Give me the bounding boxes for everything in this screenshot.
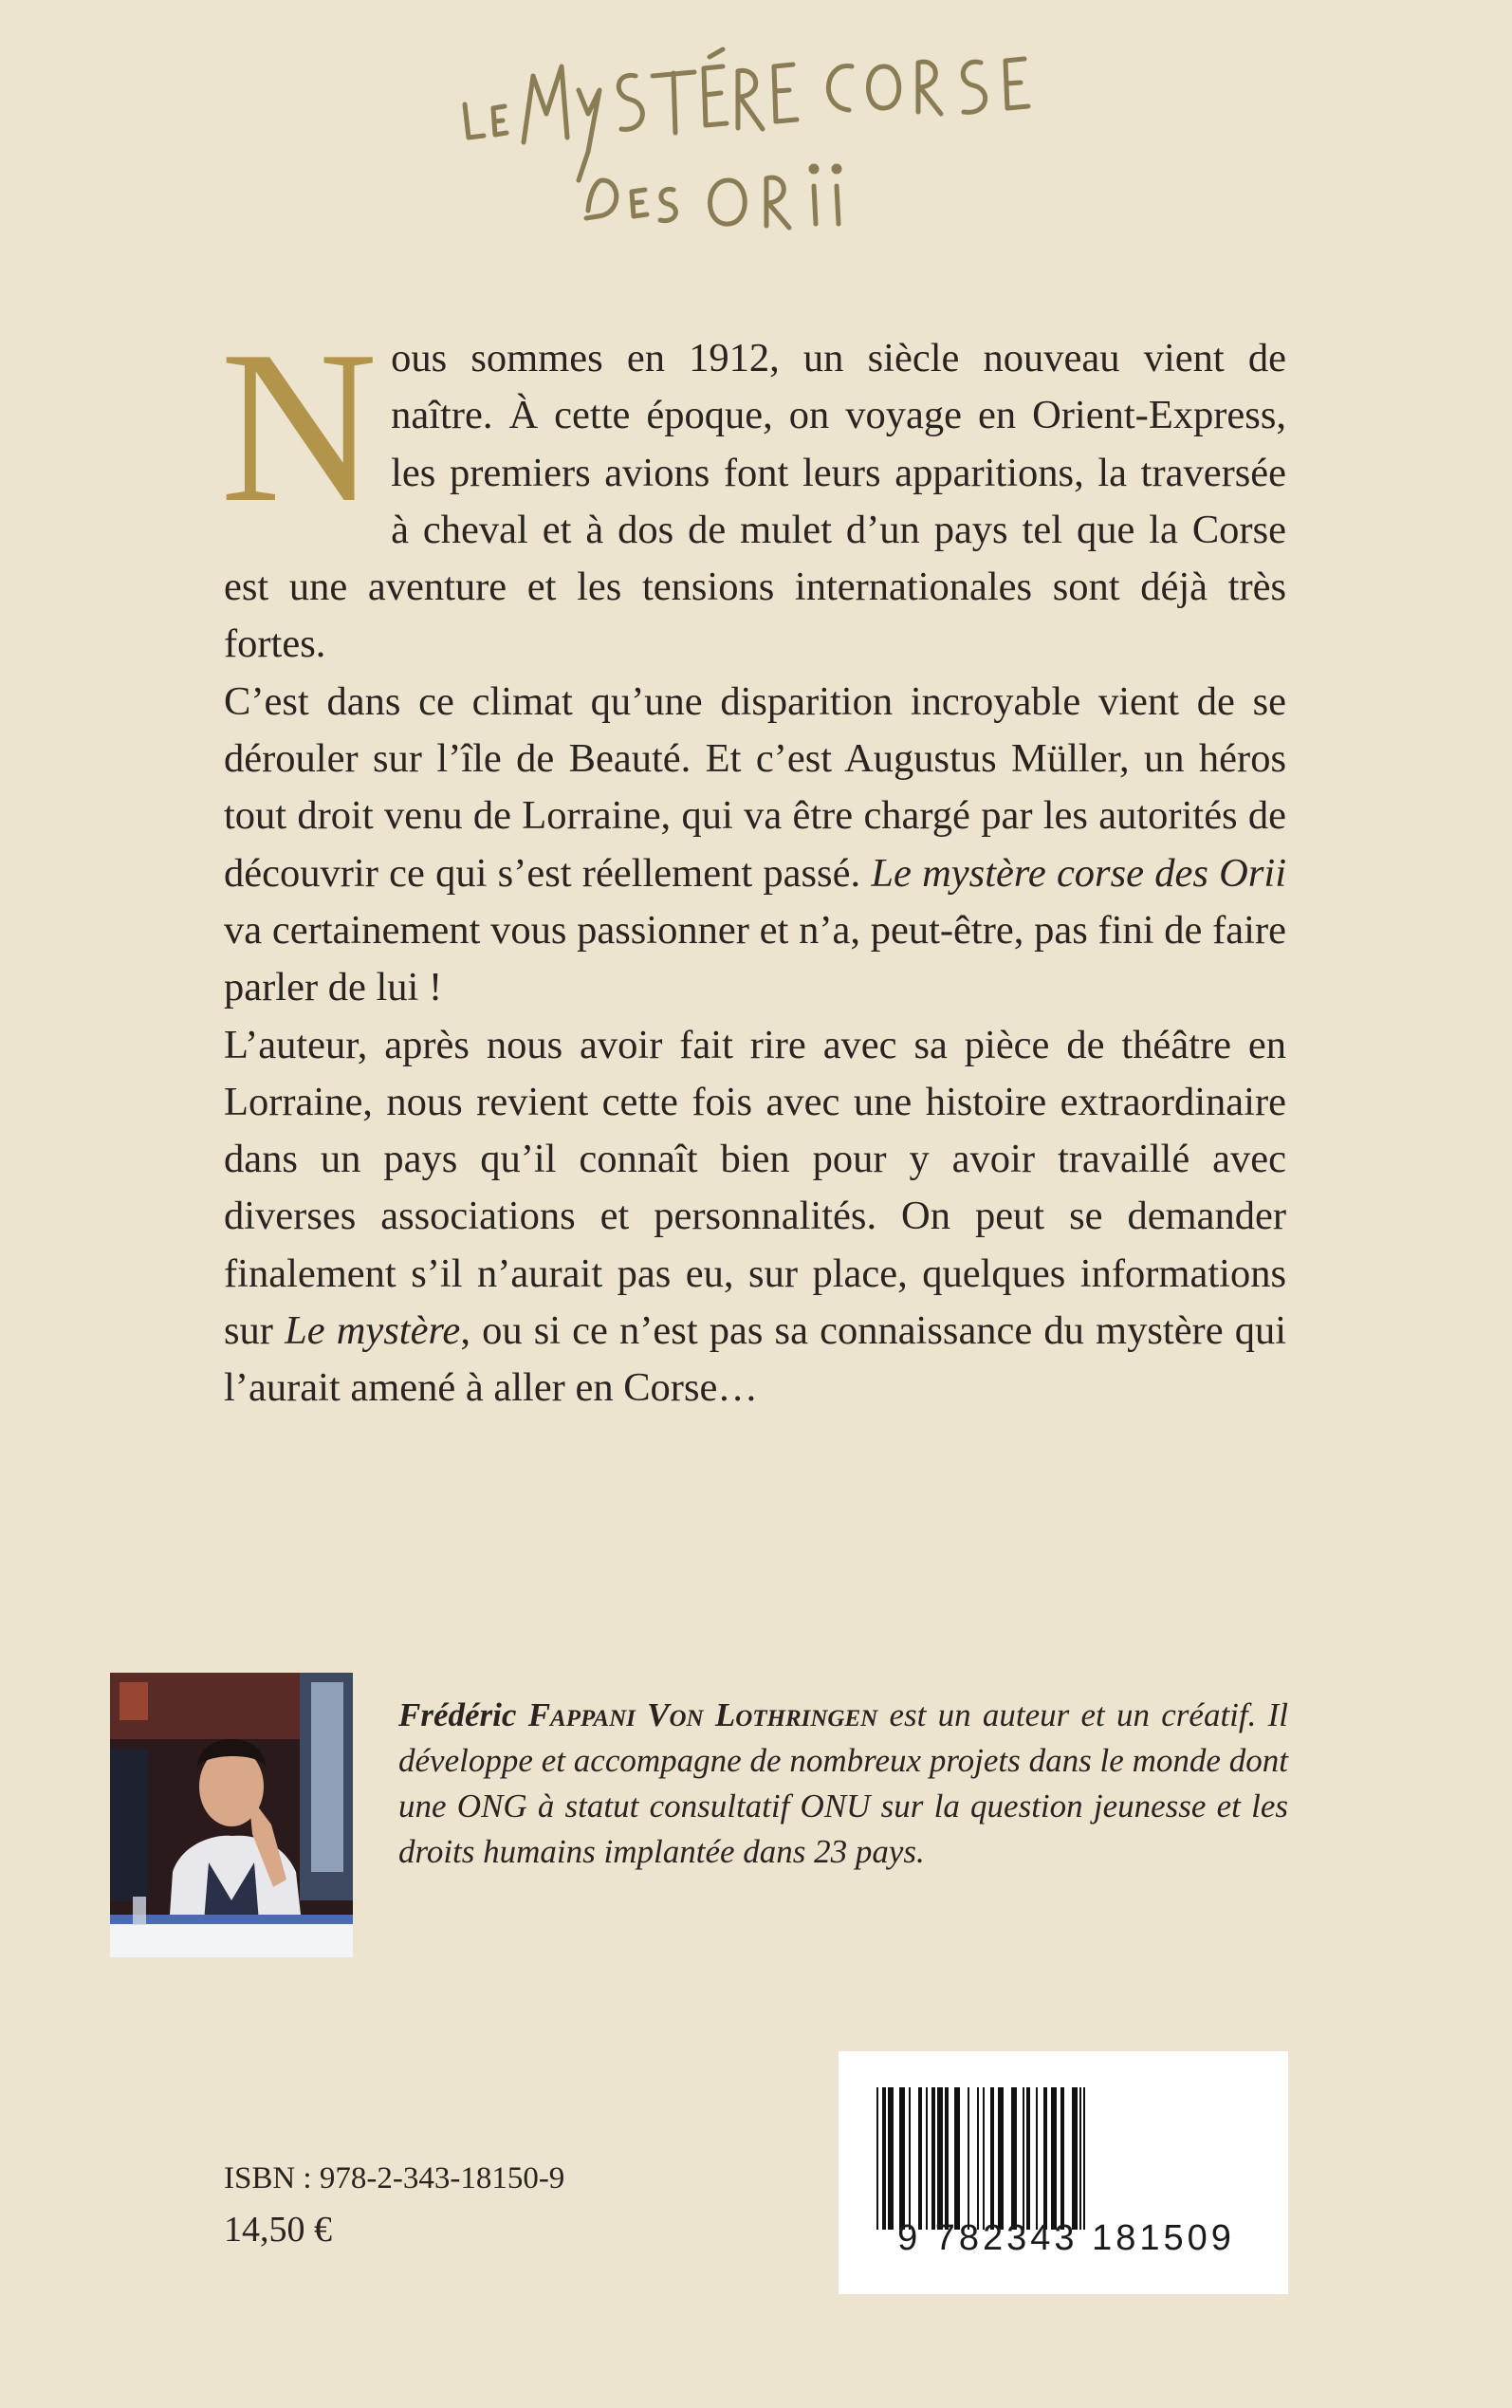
synopsis-p3-end: , ou si ce n’est pas sa connaissance du mystère qui l’aurait amené à aller en Corse… <box>224 1308 1287 1411</box>
barcode-bar <box>926 2087 928 2230</box>
barcode-bar <box>937 2087 943 2230</box>
author-bio-text: est un auteur et un créatif. Il développe et accompagne de nombreux projets dans le monde dont une ONG à statut consultatif ONU sur la question jeunesse et les droits humains implantée dans 23 pays. <box>398 1696 1289 1870</box>
synopsis-text <box>220 306 1287 1417</box>
barcode-bar <box>983 2087 985 2230</box>
barcode-bar <box>1072 2087 1078 2230</box>
book-title-italic: Le mystère corse des Orii <box>871 850 1287 896</box>
barcode-bar <box>990 2087 994 2230</box>
barcode-bar <box>899 2087 905 2230</box>
author-first-name: Frédéric <box>398 1696 517 1733</box>
barcode-bar <box>918 2087 922 2230</box>
barcode-bar <box>1036 2087 1038 2230</box>
barcode-bar <box>977 2087 979 2230</box>
price-label: 14,50 € <box>224 2210 332 2250</box>
book-title-logo <box>446 38 1091 266</box>
synopsis-paragraph-1 <box>220 306 1286 674</box>
barcode-bar <box>1026 2087 1030 2230</box>
synopsis-p3-text: L’auteur, après nous avoir fait rire avec sa pièce de théâtre en Lorraine, nous revient cette fois avec une histoire extraordinaire dans un pays qu’il connaît bien pour y avoir travaillé avec diverses associations et personnalités. On peut se demander finalement s’il n’aurait pas eu, sur place, quelques informations sur <box>224 1022 1286 1354</box>
barcode-bar <box>945 2087 949 2230</box>
author-bio <box>398 1693 1288 1875</box>
author-photo <box>110 1673 353 1957</box>
author-portrait-image <box>110 1673 353 1957</box>
synopsis-paragraph-3 <box>224 1017 1286 1417</box>
drop-cap: N <box>220 306 378 547</box>
synopsis-p2-text: C’est dans ce climat qu’une disparition incroyable vient de se dérouler sur l’île de Beauté. Et c’est Augustus Müller, un héros tout droit venu de Lorraine, qui va être chargé par les autorités de découvrir ce qui s’est réellement passé. <box>224 678 1286 896</box>
author-last-name: Fappani Von Lothringen <box>527 1696 878 1733</box>
barcode-bar <box>1060 2087 1064 2230</box>
barcode-bar <box>931 2087 935 2230</box>
barcode-digits: 9 782343 181509 <box>897 2218 1235 2258</box>
author-name <box>398 1696 877 1733</box>
barcode-bar <box>954 2087 960 2230</box>
barcode <box>839 2051 1288 2294</box>
barcode-bar <box>909 2087 911 2230</box>
synopsis-paragraph-2 <box>224 674 1286 1017</box>
barcode-bar <box>882 2087 886 2230</box>
mystery-italic: Le mystère <box>285 1308 461 1354</box>
isbn-label: ISBN : 978-2-343-18150-9 <box>224 2161 565 2195</box>
barcode-bar <box>888 2087 894 2230</box>
barcode-bar <box>1083 2087 1085 2230</box>
barcode-bar <box>1023 2087 1024 2230</box>
title-lettering <box>446 38 1091 266</box>
barcode-bar <box>876 2087 878 2230</box>
barcode-bar <box>1043 2087 1047 2230</box>
synopsis-p1-text: ous sommes en 1912, un siècle nouveau vient de naître. À cette époque, on voyage en Orient-Express, les premiers avions font leurs apparitions, la traversée à cheval et à dos de mulet d’un pays tel que la Corse est une aventure et les tensions internationales sont déjà très fortes. <box>224 336 1286 667</box>
barcode-bar <box>1079 2087 1081 2230</box>
barcode-bar <box>968 2087 969 2230</box>
barcode-bar <box>998 2087 1004 2230</box>
barcode-bar <box>1011 2087 1017 2230</box>
barcode-bar <box>1051 2087 1057 2230</box>
synopsis-p2-end: va certainement vous passionner et n’a, peut-être, pas fini de faire parler de lui ! <box>224 907 1286 1010</box>
barcode-bars <box>876 2087 1250 2230</box>
